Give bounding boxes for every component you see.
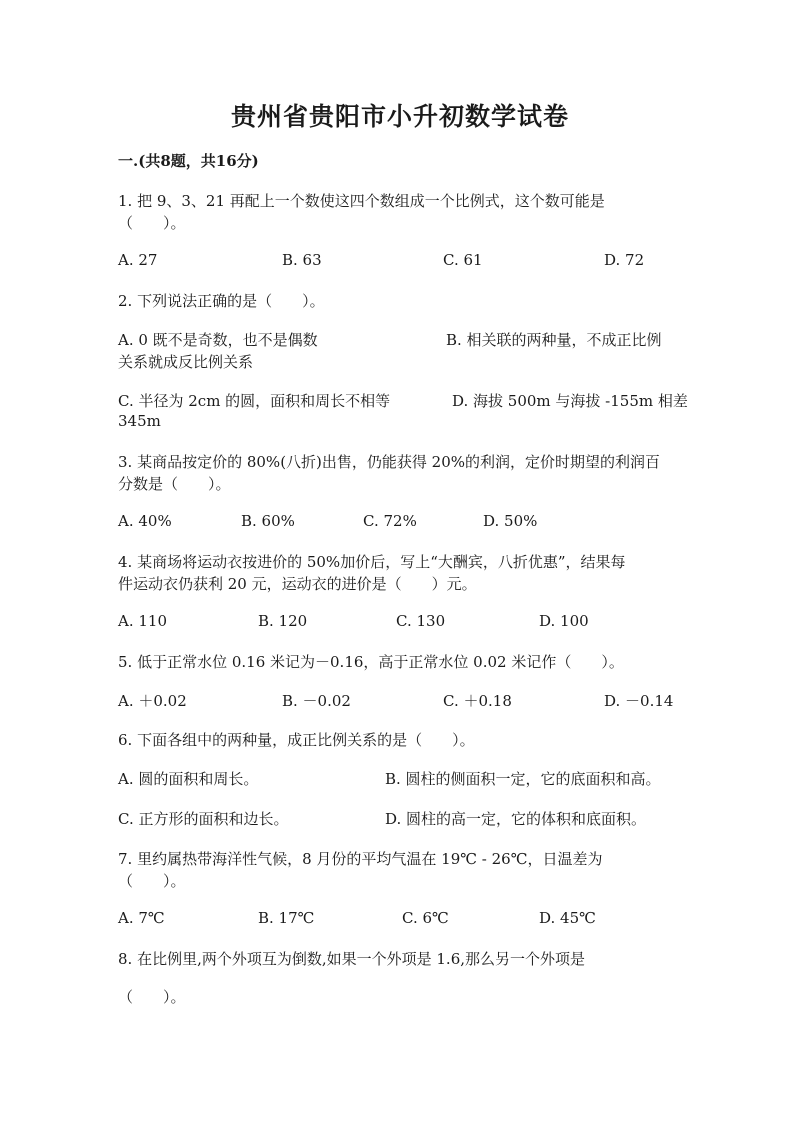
- question-4-option-d: D. 100: [539, 612, 589, 630]
- question-3-line-2: 分数是（ ）。: [118, 475, 231, 493]
- question-7-option-c: C. 6℃: [402, 909, 449, 927]
- question-3-line-1: 3. 某商品按定价的 80%(八折)出售，仍能获得 20%的利润，定价时期望的利润百: [118, 453, 661, 471]
- question-1-line-2: （ ）。: [118, 214, 186, 232]
- question-1-line-1: 1. 把 9、3、21 再配上一个数使这四个数组成一个比例式，这个数可能是: [118, 192, 605, 210]
- question-1-option-b: B. 63: [282, 251, 322, 269]
- question-7-option-a: A. 7℃: [118, 909, 165, 927]
- question-8-line-1: 8. 在比例里,两个外项互为倒数,如果一个外项是 1.6,那么另一个外项是: [118, 950, 586, 968]
- question-5-option-d: D. －0.14: [604, 692, 674, 710]
- question-2-option-c: C. 半径为 2cm 的圆，面积和周长不相等: [118, 392, 391, 410]
- page-title: 贵州省贵阳市小升初数学试卷: [230, 102, 569, 131]
- question-2-option-b: B. 相关联的两种量，不成正比例: [446, 331, 662, 349]
- question-2-option-b-continued: 关系就成反比例关系: [118, 353, 254, 371]
- question-7-option-d: D. 45℃: [539, 909, 596, 927]
- question-3-option-d: D. 50%: [483, 512, 538, 530]
- question-4-option-a: A. 110: [118, 612, 167, 630]
- question-4-option-c: C. 130: [396, 612, 446, 630]
- question-7-option-b: B. 17℃: [258, 909, 315, 927]
- question-6-line-1: 6. 下面各组中的两种量，成正比例关系的是（ ）。: [118, 731, 475, 749]
- question-7-line-2: （ ）。: [118, 872, 186, 890]
- question-6-option-d: D. 圆柱的高一定，它的体积和底面积。: [385, 810, 647, 828]
- question-1-option-c: C. 61: [443, 251, 483, 269]
- question-4-line-1: 4. 某商场将运动衣按进价的 50%加价后，写上“大酬宾，八折优惠”，结果每: [118, 553, 626, 571]
- question-5-line-1: 5. 低于正常水位 0.16 米记为－0.16，高于正常水位 0.02 米记作（ ）。: [118, 653, 624, 671]
- question-2-option-d: D. 海拔 500m 与海拔 -155m 相差: [452, 392, 688, 410]
- question-7-line-1: 7. 里约属热带海洋性气候，8 月份的平均气温在 19℃ - 26℃，日温差为: [118, 850, 603, 868]
- question-1-option-a: A. 27: [118, 251, 158, 269]
- question-4-option-b: B. 120: [258, 612, 308, 630]
- question-6-option-a: A. 圆的面积和周长。: [118, 770, 259, 788]
- question-2-option-d-continued: 345m: [118, 412, 161, 430]
- question-1-option-d: D. 72: [604, 251, 645, 269]
- question-5-option-b: B. －0.02: [282, 692, 351, 710]
- section-heading: 一.(共8题，共16分): [118, 152, 259, 170]
- question-3-option-b: B. 60%: [241, 512, 295, 530]
- question-6-option-b: B. 圆柱的侧面积一定，它的底面积和高。: [385, 770, 661, 788]
- question-2-option-a: A. 0 既不是奇数，也不是偶数: [118, 331, 318, 349]
- question-3-option-c: C. 72%: [363, 512, 417, 530]
- question-6-option-c: C. 正方形的面积和边长。: [118, 810, 289, 828]
- question-4-line-2: 件运动衣仍获利 20 元，运动衣的进价是（ ）元。: [118, 575, 477, 593]
- question-5-option-c: C. ＋0.18: [443, 692, 512, 710]
- question-3-option-a: A. 40%: [118, 512, 172, 530]
- question-8-line-2: （ ）。: [118, 988, 186, 1006]
- question-2-line-1: 2. 下列说法正确的是（ ）。: [118, 292, 325, 310]
- question-5-option-a: A. ＋0.02: [118, 692, 187, 710]
